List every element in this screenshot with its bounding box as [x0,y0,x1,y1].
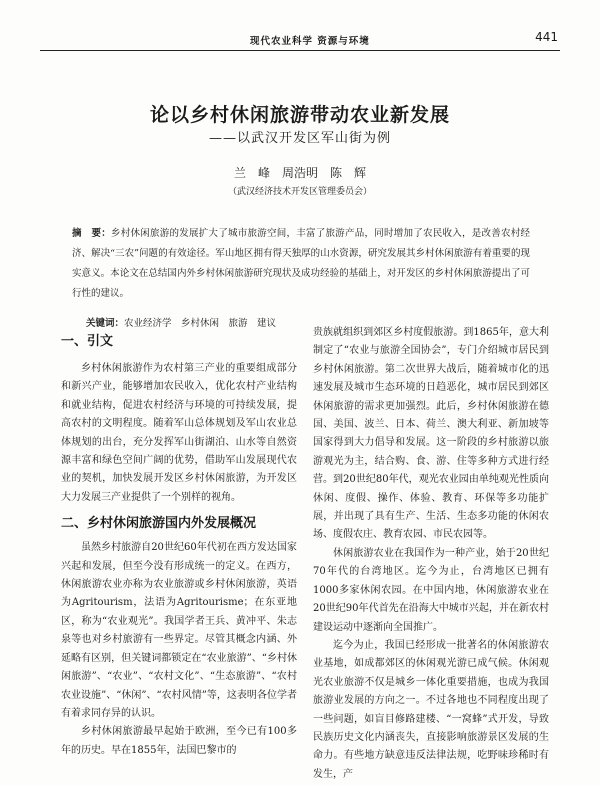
affiliation: （武汉经济技术开发区管理委员会） [227,187,372,197]
section-heading-overview: 二、乡村休闲旅游国内外发展概况 [61,516,257,532]
running-header [40,32,560,51]
article-subtitle: ——以武汉开发区军山街为例 [208,131,391,146]
paragraph: 乡村休闲旅游作为农村第三产业的重要组成部分和新兴产业，能够增加农民收入，优化农村产业结构和就业结构，促进农村经济与环境的可持续发展，提高农村的文明程度。随着军山总体规划及军山农业总体规划的出台，充分发挥军山街湖泊、山水等自然资源丰富和绿色空间广阔的优势，借助军山发展现代农业的契机，加快发展开发区乡村休闲旅游，为开发区大力发展三产业提供了一个别样的视角。 [61,363,297,503]
abstract-text: 乡村休闲旅游的发展扩大了城市旅游空间，丰富了旅游产品，同时增加了农民收入，是改善农村经济、解决“三农”问题的有效途径。军山地区拥有得天独厚的山水资源，研究发展其乡村休闲旅游有着重要的现实意义。本论文在总结国内外乡村休闲旅游研究现状及成功经验的基础上，对开发区的乡村休闲旅游提出了可行性的建议。 [72,228,530,299]
paragraph: 休闲旅游农业在我国作为一种产业，始于20世纪70年代的台湾地区。迄今为止，台湾地区已拥有1000多家休闲农园。在中国内地，休闲旅游农业在20世纪90年代首先在沿海大中城市兴起，并在新农村建设运动中逐渐向全国推广。 [313,547,549,633]
keywords-text: 农业经济学 乡村休闲 旅游 建议 [124,318,277,329]
author-list: 兰 峰 周浩明 陈 辉 [233,166,366,180]
paragraph: 虽然乡村旅游自20世纪60年代初在西方发达国家兴起和发展，但至今没有形成统一的定义。在西方，休闲旅游农业亦称为农业旅游或乡村休闲旅游，英语为Agritourism，法语为Agritourisme；在东亚地区，称为“农业观光”。我国学者王兵、黄冲平、朱志泉等也对乡村旅游有一些界定。尽管其概念内涵、外延略有区别，但关键词都锁定在“农业旅游”、“乡村休闲旅游”、“农业”、“农村文化”、“生态旅游”、“农村农业设施”、“休闲”、“农村风情”等，这表明各位学者有着求同存异的认识。 [61,542,297,719]
paragraph: 贵族就组织到郊区乡村度假旅游。到1865年，意大利制定了“农业与旅游全国协会”，专门介绍城市居民到乡村休闲旅游。第二次世界大战后，随着城市化的迅速发展及城市生态环境的日趋恶化，城市居民到郊区休闲旅游的需求更加强烈。此后，乡村休闲旅游在德国、美国、波兰、日本、荷兰、澳大利亚、新加坡等国家得到大力倡导和发展。这一阶段的乡村旅游以旅游观光为主，结合购、食、游、住等多种方式进行经营。到20世纪80年代，观光农业园由单纯观光性质向休闲、度假、操作、体验、教育、环保等多功能扩展，并出现了具有生产、生活、生态多功能的休闲农场、度假农庄、教育农园、市民农园等。 [313,327,549,541]
section-heading-introduction: 一、引文 [61,334,114,349]
page-number: 441 [535,30,558,44]
journal-name: 现代农业科学 资源与环境 [250,36,370,47]
left-column [61,324,297,760]
keywords-label: 关键词： [86,318,125,329]
article-title: 论以乡村休闲旅游带动农业新发展 [149,104,450,126]
paragraph: 乡村休闲旅游最早起始于欧洲，至今已有100多年的历史。早在1855年，法国巴黎市的 [61,726,297,756]
abstract-label: 摘 要： [72,228,111,239]
right-column [313,324,549,784]
abstract [72,224,530,304]
paragraph: 迄今为止，我国已经形成一批著名的休闲旅游农业基地，如成都郊区的休闲观光游已成气候。休闲观光农业旅游不仅是城乡一体化重要措施，也成为我国旅游业发展的方向之一。不过各地也不同程度出现了一些问题，如盲目修路建楼、“一窝蜂”式开发，导致民族历史文化内涵丧失，直接影响旅游景区发展的生命力。有些地方缺意违反法律法规，吃野味珍稀时有发生，产 [313,639,549,780]
